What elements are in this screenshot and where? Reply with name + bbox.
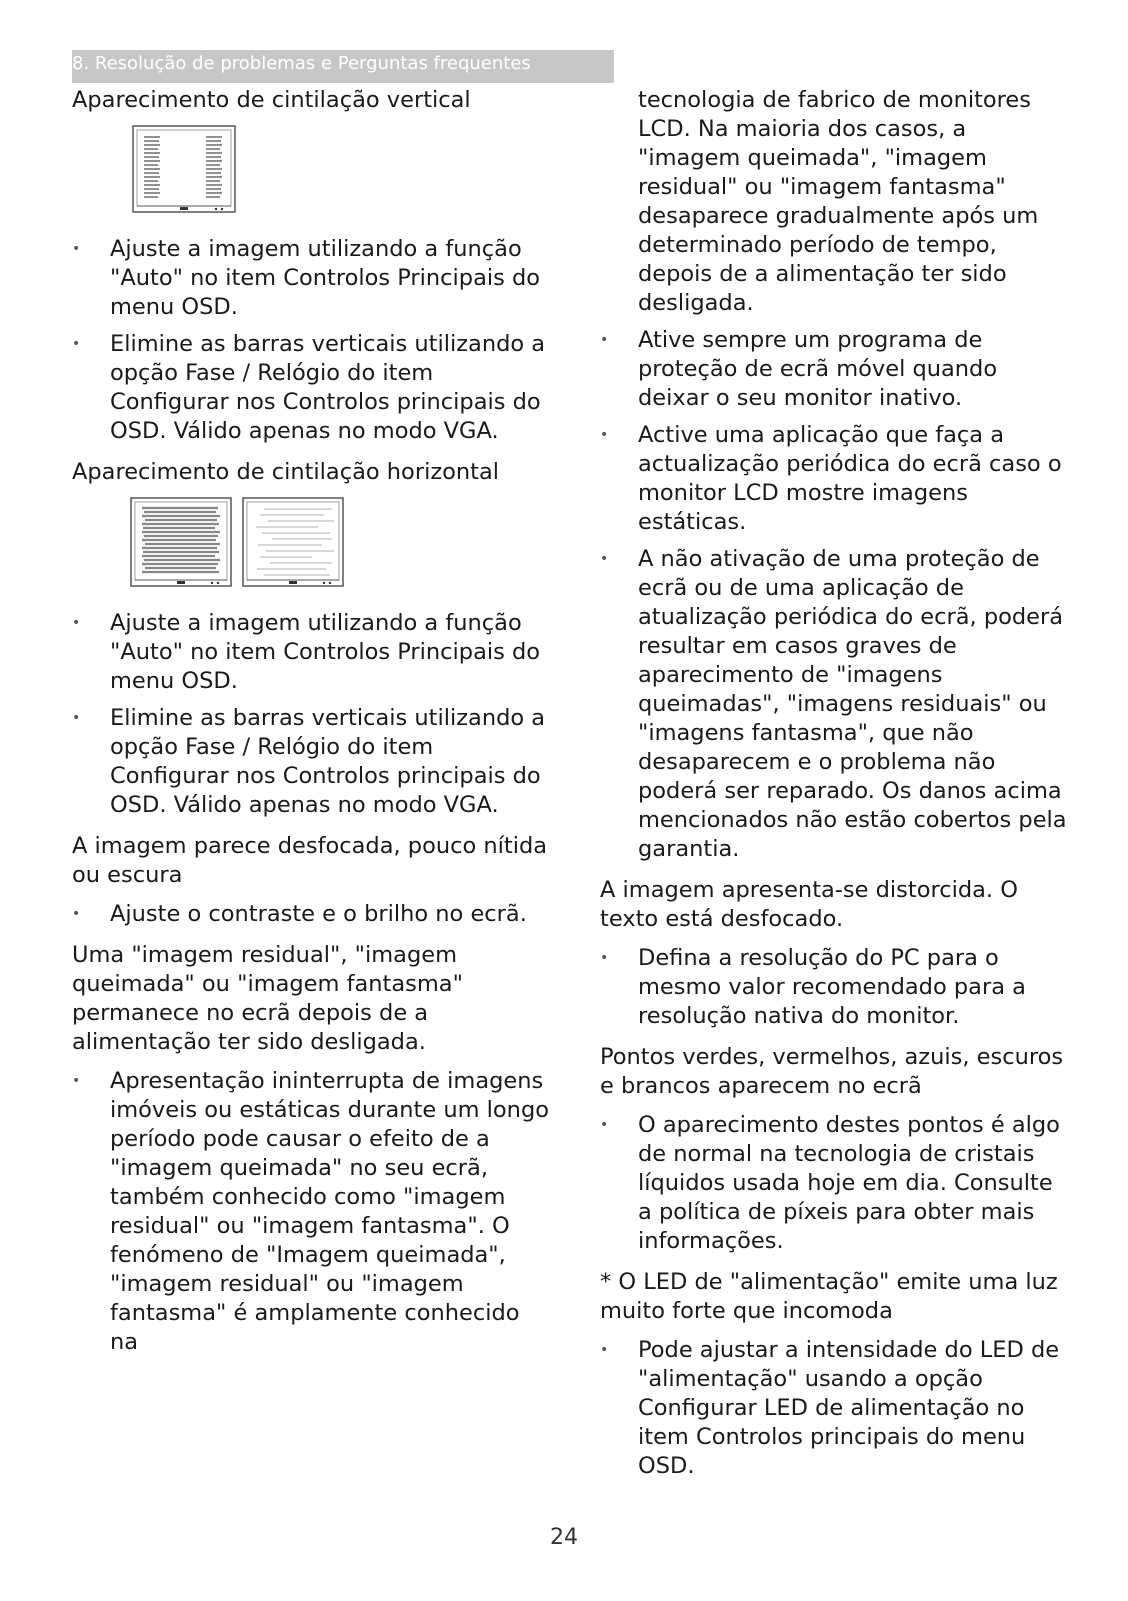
bullet-icon: • [600, 332, 609, 348]
left-column [72, 86, 552, 1365]
list-item: • A não ativação de uma proteção de ecrã ou de uma aplicação de atualização periódica do ecrã, poderá resultar em casos graves de aparecimento de "imagens queimadas", "imagens residuais" ou "imagens fantasma", que não desaparecem e o problema não poderá ser reparado. Os danos acima mencionados não estão cobertos pela garantia. [600, 546, 1067, 862]
heading-power-led: * O LED de "alimentação" emite uma luz muito forte que incomoda [600, 1269, 1058, 1324]
bullet-icon: • [72, 241, 81, 257]
residual-extra-list [600, 326, 1070, 864]
monitor-horizontal-lines-illustration [242, 497, 344, 589]
bullet-icon: • [72, 336, 81, 352]
residual-image-list [72, 1067, 552, 1357]
list-item: • Defina a resolução do PC para o mesmo valor recomendado para a resolução nativa do monitor. [600, 945, 1026, 1029]
colored-dots-list [600, 1111, 1070, 1256]
heading-distorted-image: A imagem apresenta-se distorcida. O texto está desfocado. [600, 877, 1018, 932]
heading-residual-image: Uma "imagem residual", "imagem queimada" ou "imagem fantasma" permanece no ecrã depois de a alimentação ter sido desligada. [72, 942, 463, 1055]
list-item: • Ative sempre um programa de proteção de ecrã móvel quando deixar o seu monitor inativo. [600, 327, 998, 411]
residual-bullet-continued: tecnologia de fabrico de monitores LCD. Na maioria dos casos, a "imagem queimada", "imagem residual" ou "imagem fantasma" desaparece gradualmente após um determinado período de tempo, depois de a alimentação ter sido desligada. [638, 87, 1039, 316]
bullet-icon: • [72, 710, 81, 726]
list-item: • Pode ajustar a intensidade do LED de "alimentação" usando a opção Configurar LED de alimentação no item Controlos principais do menu OSD. [600, 1337, 1060, 1479]
monitor-horizontal-noise-illustration [130, 497, 232, 589]
page-number: 24 [550, 1525, 578, 1550]
horizontal-flicker-figure [130, 497, 552, 589]
heading-colored-dots: Pontos verdes, vermelhos, azuis, escuros e brancos aparecem no ecrã [600, 1044, 1064, 1099]
heading-horizontal-flicker: Aparecimento de cintilação horizontal [72, 459, 500, 485]
list-item: • O aparecimento destes pontos é algo de normal na tecnologia de cristais líquidos usada hoje em dia. Consulte a política de píxeis para obter mais informações. [600, 1112, 1060, 1254]
power-led-list [600, 1336, 1070, 1481]
vertical-flicker-list [72, 235, 552, 446]
list-item: • Elimine as barras verticais utilizando a opção Fase / Relógio do item Configurar nos Controlos principais do OSD. Válido apenas no modo VGA. [72, 705, 546, 818]
heading-blurry-image: A imagem parece desfocada, pouco nítida ou escura [72, 833, 548, 888]
horizontal-flicker-list [72, 609, 552, 820]
bullet-icon: • [72, 906, 81, 922]
bullet-icon: • [72, 615, 81, 631]
list-item: • Ajuste a imagem utilizando a função "Auto" no item Controlos Principais do menu OSD. [72, 610, 541, 694]
distorted-image-list [600, 944, 1070, 1031]
vertical-flicker-figure [132, 125, 552, 215]
list-item: • Ajuste a imagem utilizando a função "Auto" no item Controlos Principais do menu OSD. [72, 236, 541, 320]
bullet-icon: • [72, 1073, 81, 1089]
bullet-icon: • [600, 1342, 609, 1358]
list-item: • Ajuste o contraste e o brilho no ecrã. [72, 901, 527, 927]
heading-vertical-flicker: Aparecimento de cintilação vertical [72, 87, 471, 113]
bullet-icon: • [600, 551, 609, 567]
bullet-icon: • [600, 1117, 609, 1133]
list-item: • Active uma aplicação que faça a actualização periódica do ecrã caso o monitor LCD mostre imagens estáticas. [600, 422, 1062, 535]
blurry-image-list [72, 900, 552, 929]
right-column [600, 86, 1070, 1489]
list-item: • Apresentação ininterrupta de imagens imóveis ou estáticas durante um longo período pode causar o efeito de a "imagem queimada" no seu ecrã, também conhecido como "imagem residual" ou "imagem fantasma". O fenómeno de "Imagem queimada", "imagem residual" ou "imagem fantasma" é amplamente conhecido na [72, 1068, 549, 1355]
monitor-vertical-bars-illustration [132, 125, 236, 215]
section-header-title: 8. Resolução de problemas e Perguntas frequentes [72, 53, 531, 74]
bullet-icon: • [600, 427, 609, 443]
list-item: • Elimine as barras verticais utilizando a opção Fase / Relógio do item Configurar nos Controlos principais do OSD. Válido apenas no modo VGA. [72, 331, 546, 444]
bullet-icon: • [600, 950, 609, 966]
